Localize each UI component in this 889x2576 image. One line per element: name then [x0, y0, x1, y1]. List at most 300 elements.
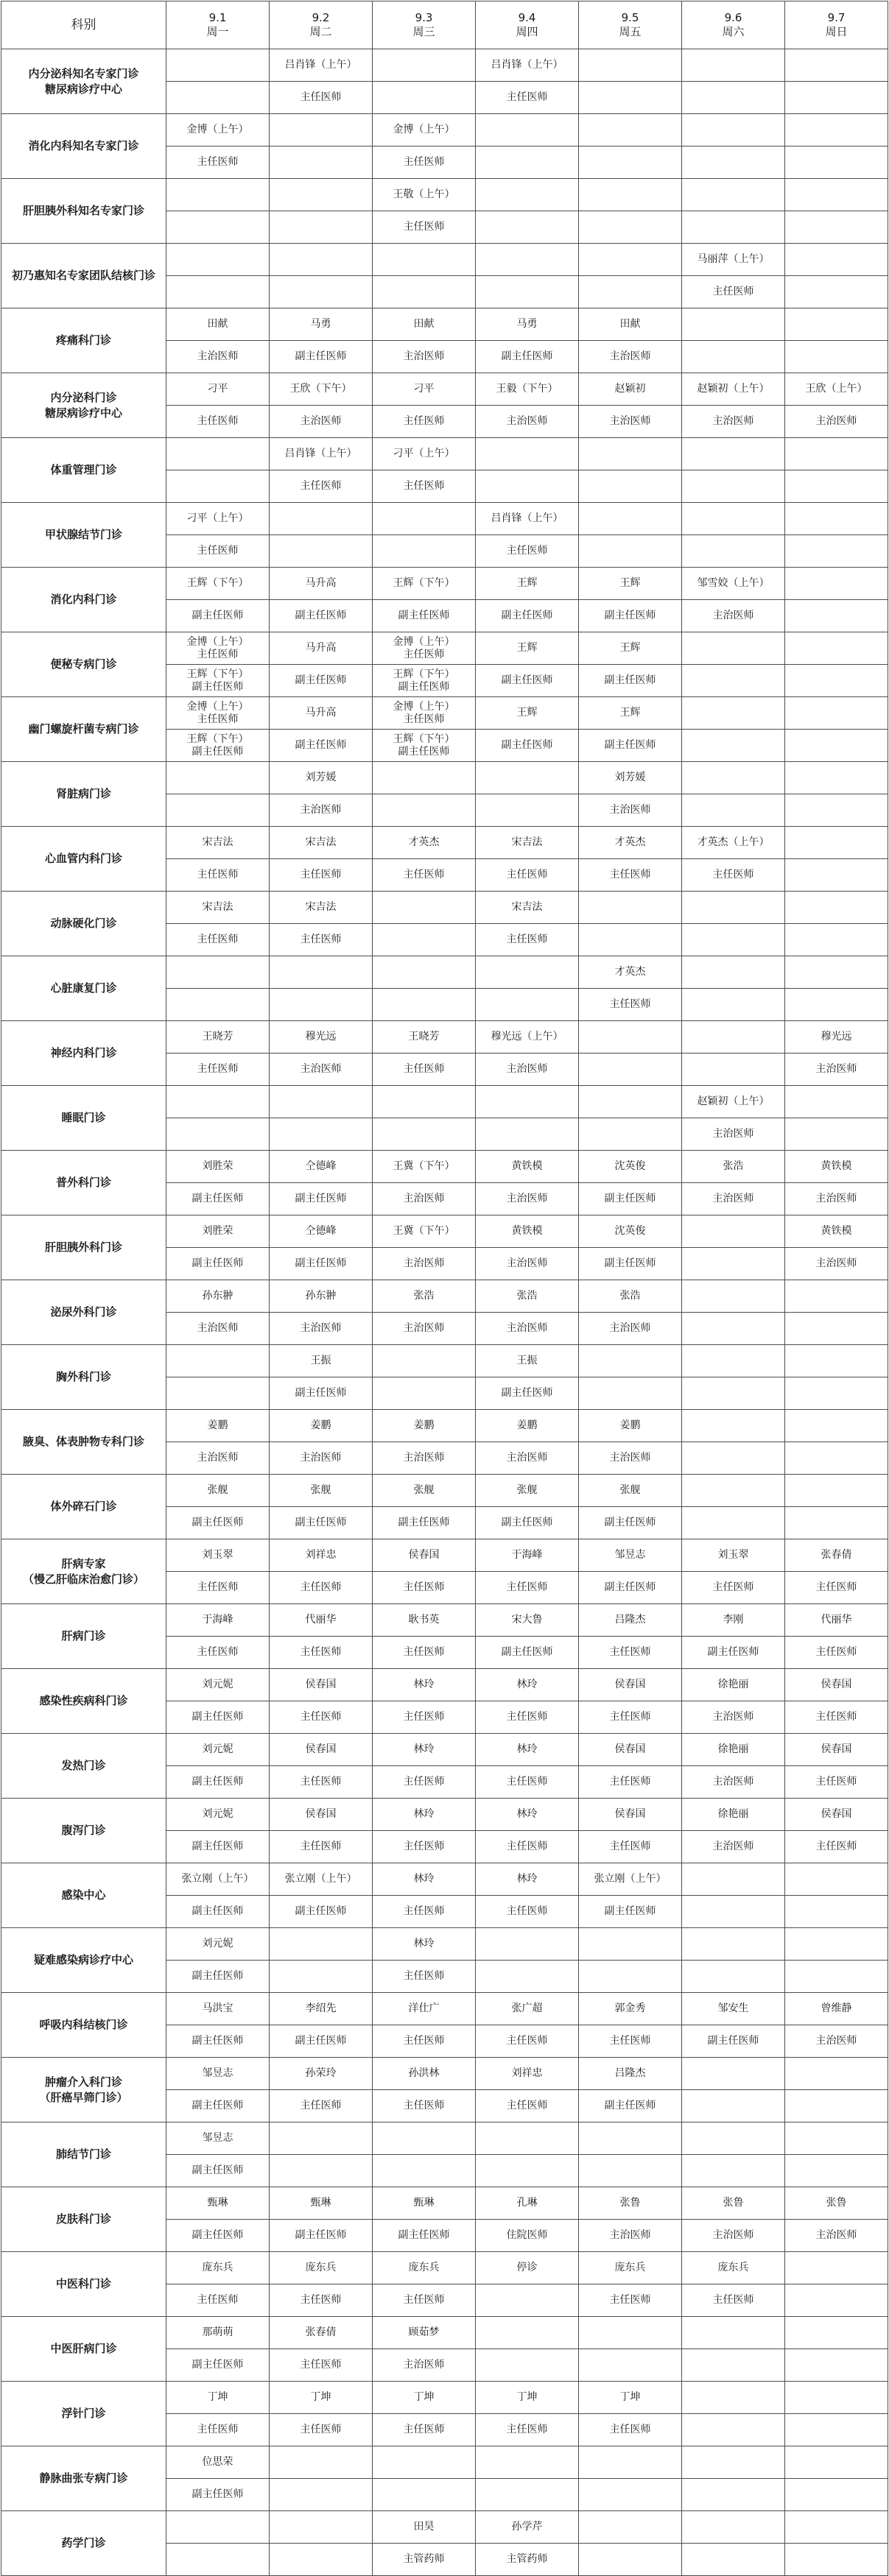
doctor-title-cell: 主任医师 [373, 2284, 476, 2317]
doctor-name-cell [373, 892, 476, 924]
doctor-name-cell: 张立刚（上午） [579, 1863, 682, 1896]
doctor-title-cell: 主任医师 [373, 1701, 476, 1734]
doctor-name-row [1, 1734, 888, 1766]
doctor-name-cell [682, 2317, 785, 2349]
doctor-name-row [1, 1475, 888, 1507]
doctor-name-cell: 丁坤 [166, 2382, 270, 2414]
doctor-name-row [1, 1539, 888, 1572]
department-name: 静脉曲张专病门诊 [1, 2446, 166, 2511]
doctor-name-cell: 王晓芳 [166, 1021, 270, 1054]
doctor-name-cell: 姜鹏 [579, 1410, 682, 1442]
doctor-title-cell [579, 82, 682, 114]
doctor-title-cell [682, 989, 785, 1021]
doctor-name-cell: 林玲 [476, 1734, 579, 1766]
doctor-name-cell: 孙学芹 [476, 2511, 579, 2544]
doctor-name-cell: 庞东兵 [373, 2252, 476, 2284]
doctor-name-cell [682, 2446, 785, 2479]
doctor-name-cell: 张浩 [579, 1280, 682, 1313]
doctor-name-cell: 姜鹏 [166, 1410, 270, 1442]
doctor-title-cell: 副主任医师 [270, 1377, 373, 1410]
doctor-name-cell [682, 438, 785, 470]
doctor-title-cell: 主治医师 [373, 1183, 476, 1215]
doctor-title-cell [270, 2155, 373, 2187]
doctor-name-cell: 刘祥忠 [270, 1539, 373, 1572]
doctor-name-cell: 穆光远 [785, 1021, 888, 1054]
doctor-name-cell [579, 2122, 682, 2155]
doctor-name-cell [682, 762, 785, 794]
doctor-name-cell: 代丽华 [785, 1604, 888, 1637]
doctor-name-cell: 才英杰 [579, 827, 682, 859]
doctor-title-cell: 副主任医师 [166, 2025, 270, 2058]
doctor-title-cell: 主治医师 [476, 406, 579, 438]
doctor-title-cell [579, 2479, 682, 2511]
doctor-title-cell [166, 82, 270, 114]
doctor-name-cell [785, 697, 888, 730]
doctor-name-cell: 张浩 [476, 1280, 579, 1313]
doctor-name-cell: 位思荣 [166, 2446, 270, 2479]
doctor-name-cell [785, 827, 888, 859]
doctor-name-row [1, 1151, 888, 1183]
doctor-title-cell: 主任医师 [579, 1637, 682, 1669]
doctor-name-cell: 侯春国 [270, 1669, 373, 1701]
doctor-name-cell: 张立刚（上午） [270, 1863, 373, 1896]
doctor-title-cell [785, 2090, 888, 2122]
doctor-title-cell: 副主任医师 [166, 2155, 270, 2187]
doctor-title-cell [682, 1313, 785, 1345]
doctor-name-cell: 王辉 [476, 697, 579, 730]
doctor-name-cell: 张浩 [682, 1151, 785, 1183]
doctor-title-cell [373, 1377, 476, 1410]
doctor-name-cell [682, 308, 785, 341]
doctor-name-cell: 邹昱志 [166, 2122, 270, 2155]
doctor-title-cell: 主治医师 [166, 341, 270, 373]
doctor-title-cell: 主任医师 [270, 1766, 373, 1799]
doctor-name-cell [476, 244, 579, 276]
department-name: 肾脏病门诊 [1, 762, 166, 827]
doctor-title-cell: 主任医师 [682, 859, 785, 892]
doctor-title-cell: 主任医师 [166, 1054, 270, 1086]
doctor-name-cell: 张舰 [166, 1475, 270, 1507]
doctor-title-cell: 主任医师 [476, 859, 579, 892]
department-name: 中医科门诊 [1, 2252, 166, 2317]
doctor-title-cell: 副主任医师 [270, 600, 373, 632]
doctor-title-cell: 主任医师 [476, 1766, 579, 1799]
doctor-title-cell: 副主任医师 [166, 600, 270, 632]
department-name: 中医肝病门诊 [1, 2317, 166, 2382]
doctor-name-cell [373, 762, 476, 794]
doctor-title-cell [682, 341, 785, 373]
doctor-name-cell: 黄铁模 [476, 1151, 579, 1183]
doctor-name-row [1, 2187, 888, 2220]
doctor-name-cell: 耿书英 [373, 1604, 476, 1637]
doctor-title-cell [682, 730, 785, 762]
doctor-title-cell: 主治医师 [785, 406, 888, 438]
doctor-title-cell [785, 665, 888, 697]
doctor-title-cell: 主治医师 [476, 1248, 579, 1280]
doctor-name-cell: 王振 [476, 1345, 579, 1377]
doctor-name-cell: 张舰 [270, 1475, 373, 1507]
doctor-name-cell: 庞东兵 [682, 2252, 785, 2284]
doctor-title-cell [785, 1118, 888, 1151]
doctor-name-cell [166, 956, 270, 989]
doctor-title-cell [682, 2090, 785, 2122]
department-name: 感染性疾病科门诊 [1, 1669, 166, 1734]
doctor-name-cell: 才英杰 [373, 827, 476, 859]
doctor-name-cell: 刘玉翠 [682, 1539, 785, 1572]
doctor-name-cell: 姜鹏 [270, 1410, 373, 1442]
doctor-name-cell [682, 1475, 785, 1507]
doctor-name-cell: 王振 [270, 1345, 373, 1377]
doctor-name-cell [682, 697, 785, 730]
doctor-name-row [1, 244, 888, 276]
doctor-title-cell: 主任医师 [579, 2414, 682, 2446]
doctor-title-cell: 主治医师 [682, 1831, 785, 1863]
doctor-name-row [1, 632, 888, 665]
doctor-name-cell [373, 503, 476, 535]
day-header [579, 1, 682, 49]
doctor-title-cell: 主任医师 [270, 2090, 373, 2122]
doctor-name-row [1, 1215, 888, 1248]
doctor-name-row [1, 1928, 888, 1961]
doctor-title-cell [373, 924, 476, 956]
doctor-name-cell: 金博（上午） 主任医师 [373, 697, 476, 730]
doctor-title-cell: 主任医师 [785, 1701, 888, 1734]
doctor-name-cell: 马升高 [270, 632, 373, 665]
doctor-name-cell: 金博（上午） [373, 114, 476, 147]
doctor-name-cell: 邹昱志 [166, 2058, 270, 2090]
doctor-name-cell: 刘元妮 [166, 1734, 270, 1766]
doctor-name-cell [785, 1345, 888, 1377]
doctor-title-cell [579, 2544, 682, 2576]
doctor-title-cell: 主任医师 [682, 276, 785, 308]
doctor-title-cell: 副主任医师 [682, 2025, 785, 2058]
doctor-title-cell: 主任医师 [682, 1572, 785, 1604]
doctor-name-row [1, 827, 888, 859]
doctor-title-cell: 主管药师 [476, 2544, 579, 2576]
department-name: 肝胆胰外科知名专家门诊 [1, 179, 166, 244]
doctor-title-cell [682, 211, 785, 244]
department-name: 体重管理门诊 [1, 438, 166, 503]
day-header [166, 1, 270, 49]
doctor-title-cell: 主管药师 [373, 2544, 476, 2576]
doctor-name-cell [270, 2122, 373, 2155]
doctor-title-cell: 主任医师 [476, 1831, 579, 1863]
doctor-name-cell [785, 568, 888, 600]
doctor-name-row [1, 1086, 888, 1118]
doctor-name-cell: 徐艳丽 [682, 1669, 785, 1701]
doctor-title-cell: 主任医师 [373, 2414, 476, 2446]
doctor-title-cell: 副主任医师 [476, 341, 579, 373]
doctor-name-cell: 甄琳 [270, 2187, 373, 2220]
doctor-title-cell: 主治医师 [785, 1054, 888, 1086]
doctor-name-row [1, 1280, 888, 1313]
doctor-name-cell [270, 1086, 373, 1118]
doctor-title-cell [682, 924, 785, 956]
doctor-title-cell: 主治医师 [373, 1442, 476, 1475]
doctor-name-cell: 金博（上午） 主任医师 [166, 697, 270, 730]
doctor-name-cell [682, 2511, 785, 2544]
doctor-name-row [1, 762, 888, 794]
doctor-title-cell [682, 1248, 785, 1280]
doctor-title-cell [785, 470, 888, 503]
doctor-title-cell: 副主任医师 [166, 2220, 270, 2252]
doctor-title-cell: 主任医师 [166, 1637, 270, 1669]
doctor-name-cell: 吕肖锋（上午） [270, 438, 373, 470]
department-name: 心血管内科门诊 [1, 827, 166, 892]
doctor-title-cell: 副主任医师 [270, 1896, 373, 1928]
doctor-name-cell: 张春倩 [270, 2317, 373, 2349]
doctor-title-cell [476, 989, 579, 1021]
doctor-title-cell: 主治医师 [579, 341, 682, 373]
doctor-name-cell: 侯春国 [785, 1799, 888, 1831]
day-date: 9.4 [518, 11, 536, 24]
doctor-name-cell: 于海峰 [166, 1604, 270, 1637]
day-date: 9.5 [621, 11, 639, 24]
doctor-title-cell: 主治医师 [579, 794, 682, 827]
doctor-title-cell: 王辉（下午） 副主任医师 [373, 730, 476, 762]
doctor-name-cell [166, 179, 270, 211]
doctor-name-cell [682, 49, 785, 82]
doctor-name-cell [785, 308, 888, 341]
doctor-name-cell: 丁坤 [476, 2382, 579, 2414]
doctor-name-cell [682, 2058, 785, 2090]
doctor-name-cell [579, 1345, 682, 1377]
department-name: 疑难感染病诊疗中心 [1, 1928, 166, 1993]
doctor-name-cell: 于海峰 [476, 1539, 579, 1572]
doctor-title-cell [579, 1054, 682, 1086]
doctor-title-cell: 主任医师 [682, 2284, 785, 2317]
doctor-name-cell: 刁平（上午） [166, 503, 270, 535]
doctor-title-cell [166, 989, 270, 1021]
doctor-name-cell: 金博（上午） 主任医师 [373, 632, 476, 665]
doctor-name-cell: 宋大鲁 [476, 1604, 579, 1637]
doctor-name-cell [579, 1021, 682, 1054]
doctor-title-cell: 副主任医师 [579, 600, 682, 632]
doctor-title-cell: 主任医师 [373, 1572, 476, 1604]
doctor-name-cell: 侯春国 [270, 1734, 373, 1766]
doctor-title-cell: 主任医师 [270, 82, 373, 114]
doctor-title-cell: 主治医师 [682, 1118, 785, 1151]
doctor-title-cell [785, 2155, 888, 2187]
doctor-title-cell [579, 535, 682, 568]
doctor-title-cell: 王辉（下午） 副主任医师 [166, 665, 270, 697]
doctor-name-cell [682, 1345, 785, 1377]
doctor-title-cell [579, 470, 682, 503]
doctor-title-cell [682, 1961, 785, 1993]
doctor-title-cell [579, 1118, 682, 1151]
department-name: 浮针门诊 [1, 2382, 166, 2446]
doctor-name-cell [682, 1280, 785, 1313]
doctor-title-cell [785, 794, 888, 827]
doctor-title-cell: 主治医师 [579, 1442, 682, 1475]
doctor-title-cell: 主治医师 [785, 2025, 888, 2058]
doctor-name-cell [785, 114, 888, 147]
doctor-name-cell [785, 892, 888, 924]
doctor-title-cell: 副主任医师 [270, 341, 373, 373]
doctor-title-cell [785, 2349, 888, 2382]
doctor-name-cell: 吕隆杰 [579, 2058, 682, 2090]
doctor-name-cell: 甄琳 [166, 2187, 270, 2220]
doctor-name-cell: 姜鹏 [476, 1410, 579, 1442]
doctor-name-cell: 孙东翀 [166, 1280, 270, 1313]
doctor-title-cell [476, 2284, 579, 2317]
doctor-name-cell: 吕肖锋（上午） [476, 49, 579, 82]
doctor-name-cell [682, 503, 785, 535]
doctor-name-cell [476, 2446, 579, 2479]
doctor-name-cell: 林玲 [373, 1799, 476, 1831]
doctor-name-cell: 金博（上午） 主任医师 [166, 632, 270, 665]
doctor-title-cell: 主治医师 [166, 1313, 270, 1345]
doctor-name-cell [166, 1345, 270, 1377]
doctor-name-cell: 王冀（下午） [373, 1151, 476, 1183]
doctor-title-cell: 副主任医师 [476, 665, 579, 697]
doctor-title-cell: 住院医师 [476, 2220, 579, 2252]
doctor-title-cell [270, 276, 373, 308]
doctor-title-cell: 副主任医师 [476, 600, 579, 632]
doctor-name-row [1, 503, 888, 535]
day-header [270, 1, 373, 49]
doctor-title-cell: 主任医师 [270, 1637, 373, 1669]
doctor-name-cell: 张广超 [476, 1993, 579, 2025]
doctor-title-cell: 主治医师 [373, 341, 476, 373]
doctor-name-cell: 吕肖锋（上午） [270, 49, 373, 82]
doctor-title-cell [476, 1961, 579, 1993]
doctor-title-cell: 主任医师 [373, 1637, 476, 1669]
doctor-name-cell: 刘元妮 [166, 1928, 270, 1961]
doctor-title-cell [579, 2349, 682, 2382]
doctor-name-cell [785, 1280, 888, 1313]
doctor-name-cell: 穆光远 [270, 1021, 373, 1054]
doctor-title-cell [166, 1377, 270, 1410]
doctor-title-cell: 副主任医师 [270, 730, 373, 762]
doctor-title-cell: 副主任医师 [476, 1507, 579, 1539]
department-name: 皮肤科门诊 [1, 2187, 166, 2252]
doctor-title-cell [682, 2479, 785, 2511]
doctor-title-cell: 副主任医师 [270, 665, 373, 697]
doctor-name-cell: 马升高 [270, 697, 373, 730]
doctor-name-row [1, 2252, 888, 2284]
doctor-name-cell: 王辉（下午） [373, 568, 476, 600]
doctor-name-cell [270, 179, 373, 211]
department-name: 动脉硬化门诊 [1, 892, 166, 956]
doctor-title-cell [785, 2284, 888, 2317]
doctor-name-cell: 王辉（下午） [166, 568, 270, 600]
doctor-name-cell: 金博（上午） [166, 114, 270, 147]
doctor-name-cell [373, 2446, 476, 2479]
department-name: 消化内科门诊 [1, 568, 166, 632]
doctor-name-cell [270, 2446, 373, 2479]
department-name: 药学门诊 [1, 2511, 166, 2576]
doctor-name-cell: 田昊 [373, 2511, 476, 2544]
day-weekday: 周六 [722, 25, 745, 38]
doctor-name-cell: 宋吉法 [166, 892, 270, 924]
doctor-name-cell: 赵颖初（上午） [682, 1086, 785, 1118]
doctor-name-cell: 邹安生 [682, 1993, 785, 2025]
doctor-title-cell: 主任医师 [579, 1831, 682, 1863]
doctor-name-cell: 黄铁模 [785, 1215, 888, 1248]
doctor-name-cell: 马升高 [270, 568, 373, 600]
doctor-name-cell: 赵颖初 [579, 373, 682, 406]
doctor-title-cell [373, 1118, 476, 1151]
doctor-title-cell [785, 1313, 888, 1345]
doctor-title-cell: 副主任医师 [270, 2025, 373, 2058]
doctor-name-cell: 宋吉法 [476, 827, 579, 859]
doctor-title-cell: 主任医师 [476, 1701, 579, 1734]
department-name: 心脏康复门诊 [1, 956, 166, 1021]
department-name: 初乃惠知名专家团队结核门诊 [1, 244, 166, 308]
doctor-name-cell: 林玲 [476, 1669, 579, 1701]
doctor-name-cell: 林玲 [476, 1863, 579, 1896]
department-name: 胸外科门诊 [1, 1345, 166, 1410]
doctor-name-cell [785, 762, 888, 794]
doctor-title-cell: 主治医师 [476, 1313, 579, 1345]
doctor-title-cell [373, 2155, 476, 2187]
doctor-title-cell: 主治医师 [682, 1183, 785, 1215]
doctor-name-cell: 刁平 [373, 373, 476, 406]
department-name: 体外碎石门诊 [1, 1475, 166, 1539]
doctor-title-cell [785, 859, 888, 892]
doctor-name-cell: 沈英俊 [579, 1151, 682, 1183]
doctor-name-row [1, 697, 888, 730]
day-weekday: 周二 [309, 25, 332, 38]
doctor-title-cell: 副主任医师 [579, 1183, 682, 1215]
doctor-name-cell: 张浩 [373, 1280, 476, 1313]
doctor-title-cell: 主治医师 [682, 406, 785, 438]
doctor-name-cell: 才英杰 [579, 956, 682, 989]
doctor-title-cell: 主治医师 [682, 1766, 785, 1799]
doctor-title-cell [682, 82, 785, 114]
doctor-title-cell: 副主任医师 [579, 1572, 682, 1604]
doctor-name-row [1, 1604, 888, 1637]
doctor-title-cell: 主任医师 [270, 2284, 373, 2317]
doctor-title-cell: 副主任医师 [373, 1507, 476, 1539]
doctor-title-cell: 副主任医师 [166, 1701, 270, 1734]
day-header [785, 1, 888, 49]
doctor-title-cell [682, 794, 785, 827]
doctor-name-row [1, 2446, 888, 2479]
doctor-name-cell [270, 503, 373, 535]
day-date: 9.3 [415, 11, 433, 24]
doctor-title-cell: 主任医师 [579, 989, 682, 1021]
department-name: 肝病专家 （慢乙肝临床治愈门诊） [1, 1539, 166, 1604]
doctor-name-cell [682, 892, 785, 924]
doctor-title-cell [579, 276, 682, 308]
doctor-title-cell [476, 470, 579, 503]
doctor-title-cell: 副主任医师 [476, 1377, 579, 1410]
doctor-name-cell [476, 179, 579, 211]
doctor-title-cell: 主任医师 [373, 1054, 476, 1086]
doctor-title-cell: 副主任医师 [682, 1637, 785, 1669]
doctor-name-cell: 马洪宝 [166, 1993, 270, 2025]
doctor-title-cell: 副主任医师 [270, 1248, 373, 1280]
day-date: 9.6 [724, 11, 742, 24]
doctor-title-cell [682, 2544, 785, 2576]
doctor-title-cell [270, 535, 373, 568]
doctor-title-cell: 副主任医师 [166, 1507, 270, 1539]
doctor-title-cell [373, 794, 476, 827]
department-name: 甲状腺结节门诊 [1, 503, 166, 568]
doctor-title-cell: 王辉（下午） 副主任医师 [166, 730, 270, 762]
doctor-name-cell [373, 956, 476, 989]
doctor-name-cell: 丁坤 [579, 2382, 682, 2414]
doctor-name-row [1, 2058, 888, 2090]
doctor-name-cell [270, 2511, 373, 2544]
doctor-name-cell [785, 2382, 888, 2414]
doctor-title-cell [785, 2544, 888, 2576]
doctor-name-cell [476, 438, 579, 470]
doctor-name-cell [579, 892, 682, 924]
doctor-title-cell: 副主任医师 [579, 1507, 682, 1539]
